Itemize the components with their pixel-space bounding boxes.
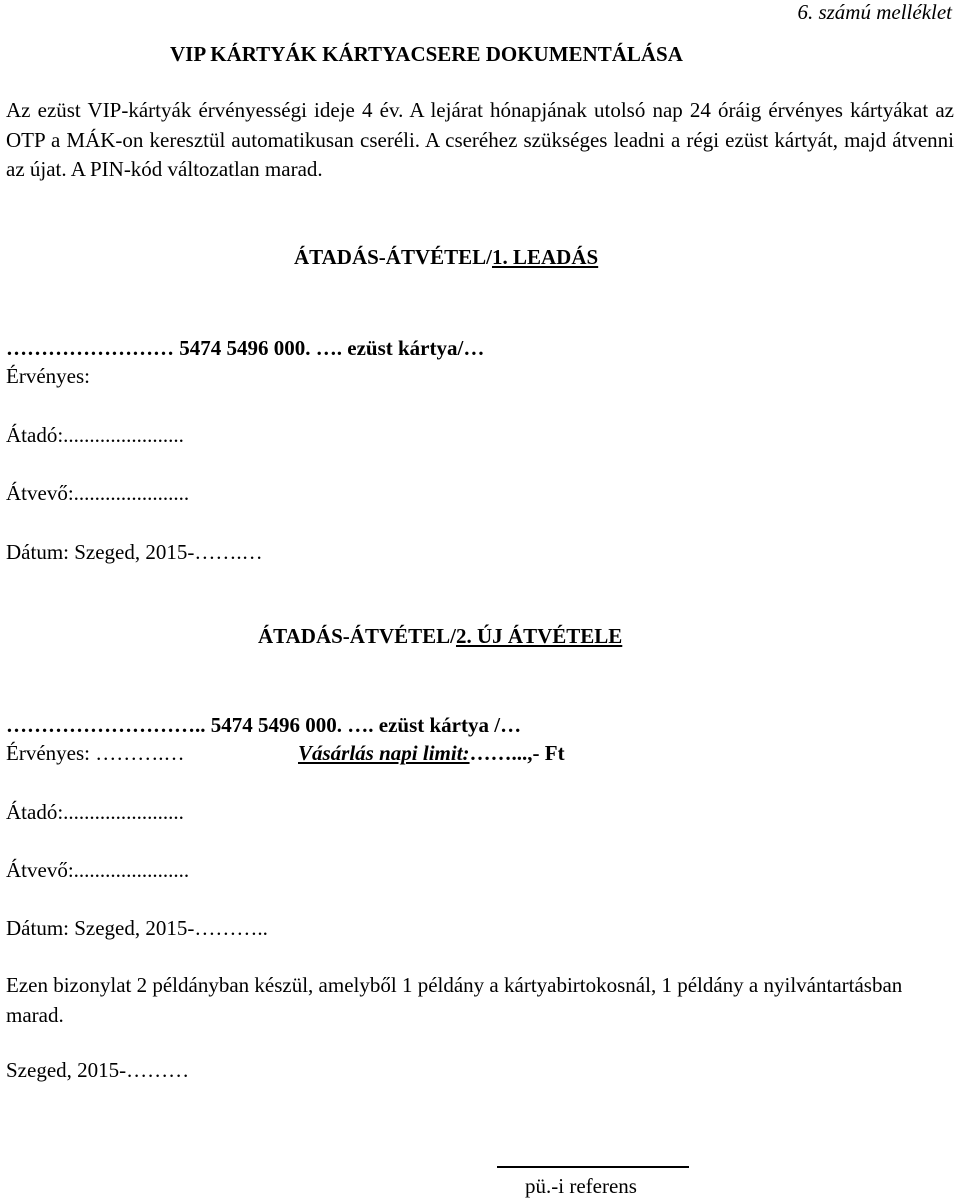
footer-place-date: Szeged, 2015-……… [6, 1058, 190, 1082]
document-title: VIP KÁRTYÁK KÁRTYACSERE DOKUMENTÁLÁSA [170, 42, 683, 66]
section2-giver: Átadó:....................... [6, 800, 184, 824]
section1-giver: Átadó:....................... [6, 423, 184, 447]
footer-note: Ezen bizonylat 2 példányban készül, amelyből 1 példány a kártyabirtokosnál, 1 példány a nyilvántartásban marad. [6, 973, 903, 1027]
section1-heading-prefix: ÁTADÁS-ÁTVÉTEL/ [294, 245, 492, 269]
section2-limit [298, 741, 565, 765]
section2-limit-value: ……...,- Ft [469, 741, 565, 765]
section2-date: Dátum: Szeged, 2015-……….. [6, 916, 268, 940]
section1-heading-suffix: 1. LEADÁS [491, 245, 599, 269]
section2-valid-label: Érvényes: ……….… [6, 741, 185, 765]
section1-receiver: Átvevő:...................... [6, 481, 190, 505]
section1-card-line: …………………… 5474 5496 000. …. ezüst kártya/… [6, 336, 485, 360]
section1-date: Dátum: Szeged, 2015-…….… [6, 540, 263, 564]
section1-heading [294, 245, 598, 269]
signature-line [497, 1166, 689, 1168]
section2-limit-label: Vásárlás napi limit: [298, 741, 470, 765]
section1-valid-label: Érvényes: [6, 364, 90, 388]
signature-label: pü.-i referens [525, 1174, 637, 1198]
section2-card-line: ……………………….. 5474 5496 000. …. ezüst kártya /… [6, 713, 522, 737]
section2-heading-prefix: ÁTADÁS-ÁTVÉTEL/ [258, 624, 456, 648]
section2-receiver: Átvevő:...................... [6, 858, 190, 882]
intro-paragraph: Az ezüst VIP-kártyák érvényességi ideje 4 év. A lejárat hónapjának utolsó nap 24 óráig érvényes kártyákat az OTP a MÁK-on keresztül automatikusan cseréli. A cseréhez szükséges leadni a régi ezüst kártyát, majd átvenni az újat. A PIN-kód változatlan marad. [6, 98, 954, 181]
section2-heading-suffix: 2. ÚJ ÁTVÉTELE [455, 624, 623, 648]
attachment-number: 6. számú melléklet [797, 0, 952, 24]
section2-heading [258, 624, 622, 648]
